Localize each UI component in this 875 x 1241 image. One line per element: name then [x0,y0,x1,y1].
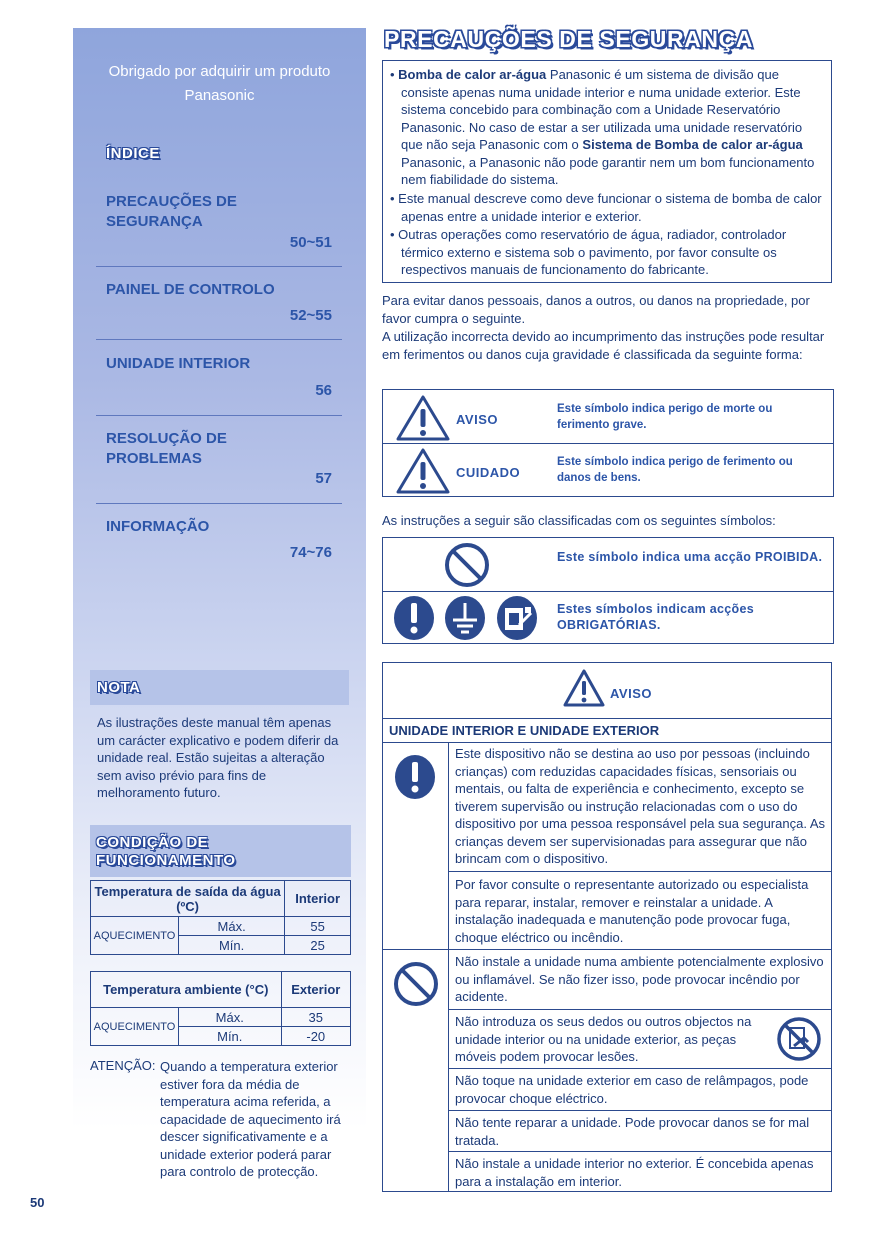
symbol-desc: Este símbolo indica uma acção PROIBIDA. [557,550,823,564]
toc-item-indoor-unit[interactable] [96,340,342,416]
prohibited-icon [443,541,491,589]
condition-title [96,834,236,870]
no-fingers-icon [776,1016,822,1062]
warning-item: Não instale a unidade interior no exterior. É concebida apenas para a instalação em interior. [455,1156,814,1189]
attention-text: Quando a temperatura exterior estiver fora da média de temperatura acima referida, a capacidade de aquecimento irá descer significativamente e a unidade exterior poderá parar para controlo de protecção. [160,1059,341,1179]
divider [383,742,832,743]
row-value: 25 [285,936,351,955]
warning-triangle-icon [562,668,606,708]
thanks-message: Obrigado por adquirir um produto Panasonic [108,63,331,104]
row-label: Mín. [179,1027,282,1046]
symbol-row [383,591,833,644]
toc-label: PRECAUÇÕES DE SEGURANÇA [106,193,237,230]
prohibited-icon [392,960,440,1008]
note-title: NOTA [97,679,141,696]
divider [383,949,832,950]
condition-title-line: FUNCIONAMENTO [96,852,236,869]
severity-table [382,389,834,497]
warning-triangle-icon [395,394,451,442]
warning-item: Não introduza os seus dedos ou outros objectos na unidade interior ou na unidade exterior, as peças móveis podem provocar lesões. [455,1014,752,1064]
bullet-text: Panasonic, a Panasonic não pode garantir nem um bom funcionamento nem fiabilidade do sistema. [401,154,815,187]
toc-page: 50~51 [289,234,332,251]
mandatory-icon [392,595,436,641]
divider [383,718,832,719]
severity-row [383,443,833,497]
intro-bullet-1: • Bomba de calor ar-água Panasonic é um sistema de divisão que consiste apenas numa unidade interior e numa unidade exterior. Este sistema concebido para combinação com a Unidade Reservatório Panasonic. No caso de estar a ser utilizada uma unidade reservatório que não seja Panasonic com o Sistema de Bomba de calor ar-água Panasonic, a Panasonic não pode garantir nem um bom funcionamento nem fiabilidade do sistema. [390,67,815,187]
severity-name: CUIDADO [456,465,521,480]
condition-title-line: CONDIÇÃO DE [96,834,209,851]
divider [448,1009,832,1010]
paragraph-symbol-intro: As instruções a seguir são classificadas com os seguintes símbolos: [382,513,776,528]
attention-label: ATENÇÃO: [90,1058,156,1073]
toc-item-control-panel[interactable] [96,267,342,340]
severity-desc: Este símbolo indica perigo de morte ou ferimento grave. [557,403,773,431]
row-value: 55 [285,917,351,936]
bold-text: Bomba de calor ar-água [398,67,547,82]
toc-label: INFORMAÇÃO [106,518,210,535]
intro-bullet-3: • Outras operações como reservatório de água, radiador, controlador térmico externo e sistema sob o pavimento, por favor consulte os respectivos manuais de funcionamento do fabricante. [390,227,787,277]
unplug-icon [495,595,539,641]
index-title: ÍNDICE [106,145,160,162]
toc-item-troubleshooting[interactable] [96,416,342,504]
toc-label: RESOLUÇÃO DE PROBLEMAS [106,430,227,467]
toc-label: PAINEL DE CONTROLO [106,281,275,298]
symbol-table [382,537,834,644]
bullet-text: Outras operações como reservatório de água, radiador, controlador térmico externo e sistema sob o pavimento, por favor consulte os respectivos manuais de funcionamento do fabricante. [398,227,787,277]
table-column-header: Exterior [281,972,350,1008]
paragraph-prevent-damage: Para evitar danos pessoais, danos a outros, ou danos na propriedade, por favor cumpra o seguinte. [382,293,810,326]
toc-page: 74~76 [289,544,332,561]
row-label: Mín. [179,936,285,955]
row-label: Máx. [179,917,285,936]
warning-box-title: AVISO [610,686,652,701]
divider [448,742,449,1192]
table-header: Temperatura ambiente (°C) [91,972,282,1008]
severity-name: AVISO [456,412,498,427]
mandatory-icon [393,754,437,800]
paragraph-severity-intro: A utilização incorrecta devido ao incumprimento das instruções pode resultar em ferimentos ou danos cuja gravidade é classificada da seguinte forma: [382,329,825,362]
mode-label: AQUECIMENTO [91,1008,179,1046]
toc-page: 56 [315,382,332,399]
toc-item-information[interactable] [96,504,342,574]
row-label: Máx. [179,1008,282,1027]
divider [448,1110,832,1111]
warning-item: Não toque na unidade exterior em caso de relâmpagos, pode provocar choque eléctrico. [455,1073,809,1106]
row-value: 35 [281,1008,350,1027]
divider [448,1151,832,1152]
warning-item: Por favor consulte o representante autorizado ou especialista para reparar, instalar, remover e reinstalar a unidade. A instalação inadequada e manutenção pode provocar fuga, choque eléctrico ou incêndio. [455,877,809,945]
table-header: Temperatura de saída da água (ºC) [91,881,285,917]
warning-item: Este dispositivo não se destina ao uso por pessoas (incluindo crianças) com reduzidas capacidades físicas, sensoriais ou mentais, ou falta de experiência e conhecimento, excepto se tiverem supervisão ou instrução relacionadas com o uso do dispositivo por uma pessoa responsável pela sua segurança. As crianças devem ser supervisionadas para assegurar que não brincam com o dispositivo. [455,746,825,866]
warning-section-title: UNIDADE INTERIOR E UNIDADE EXTERIOR [389,723,660,738]
table-column-header: Interior [285,881,351,917]
severity-desc: Este símbolo indica perigo de ferimento ou danos de bens. [557,456,793,484]
caution-triangle-icon [395,447,451,495]
divider [448,1068,832,1069]
bullet-text: Este manual descreve como deve funcionar o sistema de bomba de calor apenas entre a unidade interior e exterior. [398,191,822,224]
row-value: -20 [281,1027,350,1046]
divider [448,871,832,872]
water-temperature-table [90,880,351,955]
intro-bullet-2: • Este manual descreve como deve funcionar o sistema de bomba de calor apenas entre a unidade interior e exterior. [390,191,822,224]
bullet-text: Panasonic é um sistema de divisão que consiste apenas numa unidade interior e numa unidade exterior. Este sistema concebido para combinação com a Unidade Reservatório Panasonic. No caso de estar a ser utilizada uma unidade reservatório que não seja Panasonic com o [401,67,803,152]
toc-page: 52~55 [289,307,332,324]
ambient-temperature-table [90,971,351,1046]
bold-text: Sistema de Bomba de calor ar-água [582,137,803,152]
earth-ground-icon [443,595,487,641]
page-title: PRECAUÇÕES DE SEGURANÇA [384,26,754,52]
mode-label: AQUECIMENTO [91,917,179,955]
toc-page: 57 [315,470,332,487]
toc-label: UNIDADE INTERIOR [106,355,251,372]
warning-item: Não instale a unidade numa ambiente potencialmente explosivo ou inflamável. Se não fizer isso, pode provocar incêndio por acidente. [455,954,824,1004]
symbol-desc: Estes símbolos indicam acções OBRIGATÓRIAS. [557,602,754,632]
toc-item-safety[interactable] [96,180,342,267]
note-text: As ilustrações deste manual têm apenas um carácter explicativo e podem diferir da unidade real. Estão sujeitas a alteração sem aviso prévio para fins de melhoramento futuro. [97,715,339,800]
warning-item: Não tente reparar a unidade. Pode provocar danos se for mal tratada. [455,1115,810,1148]
page-number: 50 [30,1195,45,1210]
